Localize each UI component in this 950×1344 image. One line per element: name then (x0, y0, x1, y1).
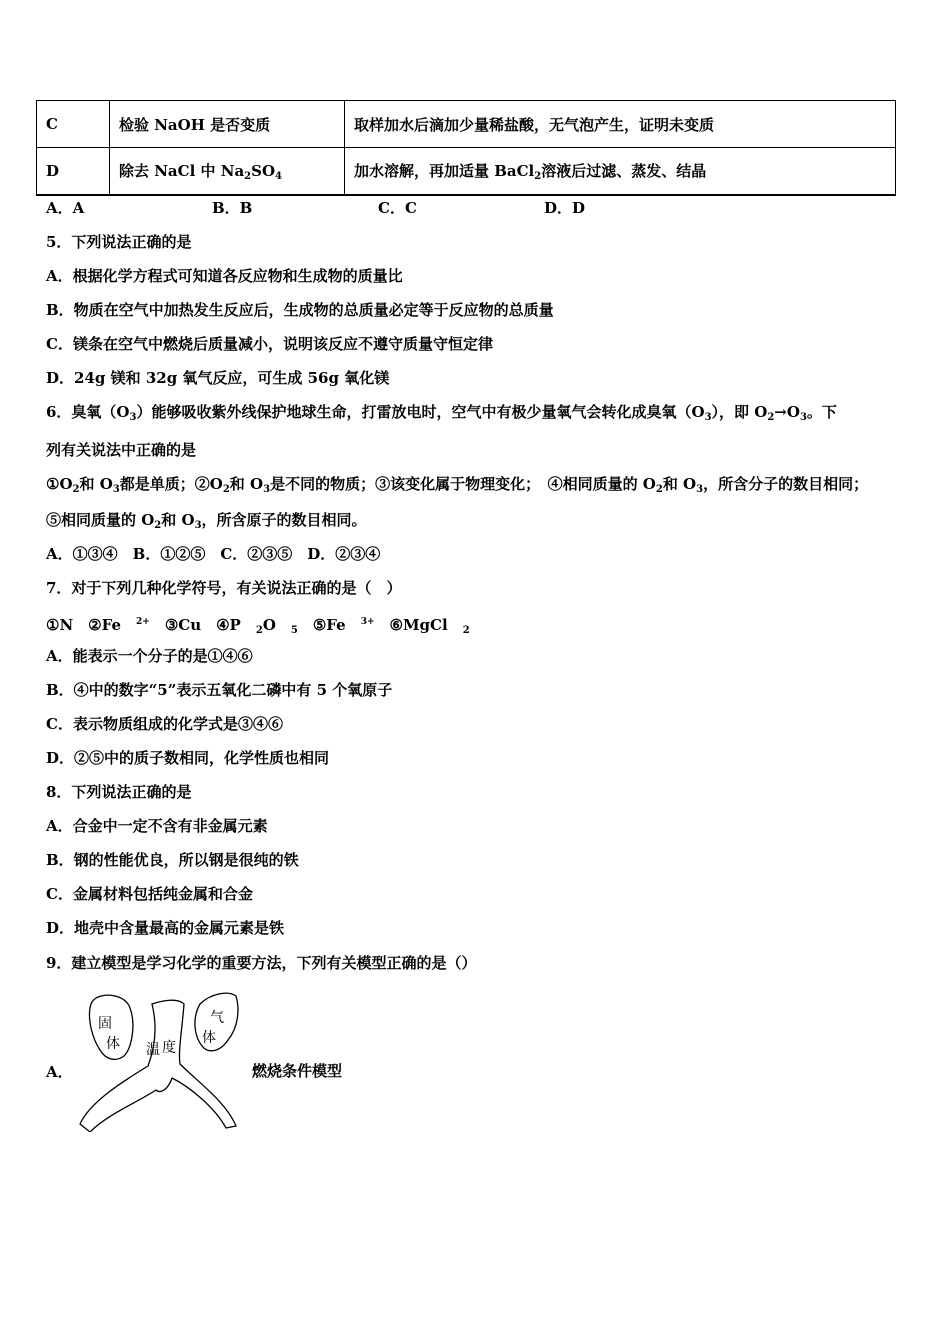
q7-option-b: B．④中的数字“5”表示五氧化二磷中有 5 个氧原子 (46, 681, 393, 699)
symbol-2: ②Fe $^{2+}$ (88, 616, 150, 634)
q4-options (46, 198, 710, 218)
row-purpose: 检验 NaOH 是否变质 (110, 101, 345, 148)
row-method: 取样加水后滴加少量稀盐酸，无气泡产生，证明未变质 (345, 101, 896, 148)
q6-stem-line1: 6．臭氧$(O_3)$能够吸收紫外线保护地球生命，打雷放电时，空气中有极少量氧气会转化成臭氧$(O_3)$，即 $O_2\to O_3$。下 (46, 403, 837, 423)
q7-option-c: C．表示物质组成的化学式是③④⑥ (46, 715, 283, 733)
q8-option-b: B．钢的性能优良，所以钢是很纯的铁 (46, 851, 299, 869)
q9-option-a-label: A． (46, 1063, 73, 1081)
gas-label-2: 体 (202, 1030, 216, 1046)
gas-label-1: 气 (210, 1010, 224, 1026)
q5-option-c: C．镁条在空气中燃烧后质量减小，说明该反应不遵守质量守恒定律 (46, 335, 493, 353)
q5-stem: 5．下列说法正确的是 (46, 233, 192, 251)
q5-option-b: B．物质在空气中加热发生反应后，生成物的总质量必定等于反应物的总质量 (46, 301, 554, 319)
symbol-5: ⑤Fe $^{3+}$ (312, 616, 375, 634)
table-row (37, 101, 896, 148)
q8-option-d: D．地壳中含量最高的金属元素是铁 (46, 919, 285, 937)
solid-label-1: 固 (98, 1016, 112, 1032)
option-b: B．B (212, 199, 253, 217)
q8-option-a: A．合金中一定不含有非金属元素 (46, 817, 268, 835)
table-row (37, 148, 896, 196)
temperature-label-1: 温 (146, 1042, 160, 1058)
symbol-4: ④P $_2$O $_5$ (216, 616, 298, 636)
options-table (36, 100, 896, 196)
option-d: D．D (544, 199, 586, 217)
q8-option-c: C．金属材料包括纯金属和合金 (46, 885, 253, 903)
q7-option-a: A．能表示一个分子的是①④⑥ (46, 647, 253, 665)
row-key: D (37, 148, 110, 196)
q9-stem: 9．建立模型是学习化学的重要方法，下列有关模型正确的是（） (46, 954, 477, 972)
q5-option-d: D．24g 镁和 32g 氧气反应，可生成 56g 氧化镁 (46, 369, 390, 387)
symbol-6: ⑥MgCl $_2$ (389, 616, 470, 636)
row-method: 加水溶解，再加适量 BaCl$_2$溶液后过滤、蒸发、结晶 (345, 148, 896, 196)
solid-label-2: 体 (106, 1036, 120, 1052)
row-key: C (37, 101, 110, 148)
q5-option-a: A．根据化学方程式可知道各反应物和生成物的质量比 (46, 267, 403, 285)
option-a: A．A (46, 199, 85, 217)
temperature-label-2: 度 (162, 1040, 176, 1056)
q7-option-d: D．②⑤中的质子数相同，化学性质也相同 (46, 749, 330, 767)
q8-stem: 8．下列说法正确的是 (46, 783, 192, 801)
option-c: C．C (378, 199, 417, 217)
q6-options: A．①③④ B．①②⑤ C．②③⑤ D．②③④ (46, 545, 381, 563)
combustion-model-figure (78, 990, 243, 1132)
q6-statements-line2: ⑤相同质量的 $O_2$和 $O_3$，所含原子的数目相同。 (46, 511, 367, 531)
row-purpose: 除去 NaCl 中 $Na_2SO_4$ (110, 148, 345, 196)
symbol-1: ①N (46, 616, 74, 634)
symbol-3: ③Cu (164, 616, 202, 634)
q6-statements-line1: $①O_2$和 $O_3$都是单质；$②O_2$和 $O_3$是不同的物质；③该变化属于物理变化； ④相同质量的 $O_2$和 $O_3$，所含分子的数目相同； (46, 475, 869, 495)
q6-stem-line2: 列有关说法中正确的是 (46, 441, 197, 459)
q7-symbols (46, 612, 485, 641)
q9-option-a-caption: 燃烧条件模型 (252, 1062, 343, 1080)
q7-stem: 7．对于下列几种化学符号，有关说法正确的是（ ） (46, 579, 402, 597)
